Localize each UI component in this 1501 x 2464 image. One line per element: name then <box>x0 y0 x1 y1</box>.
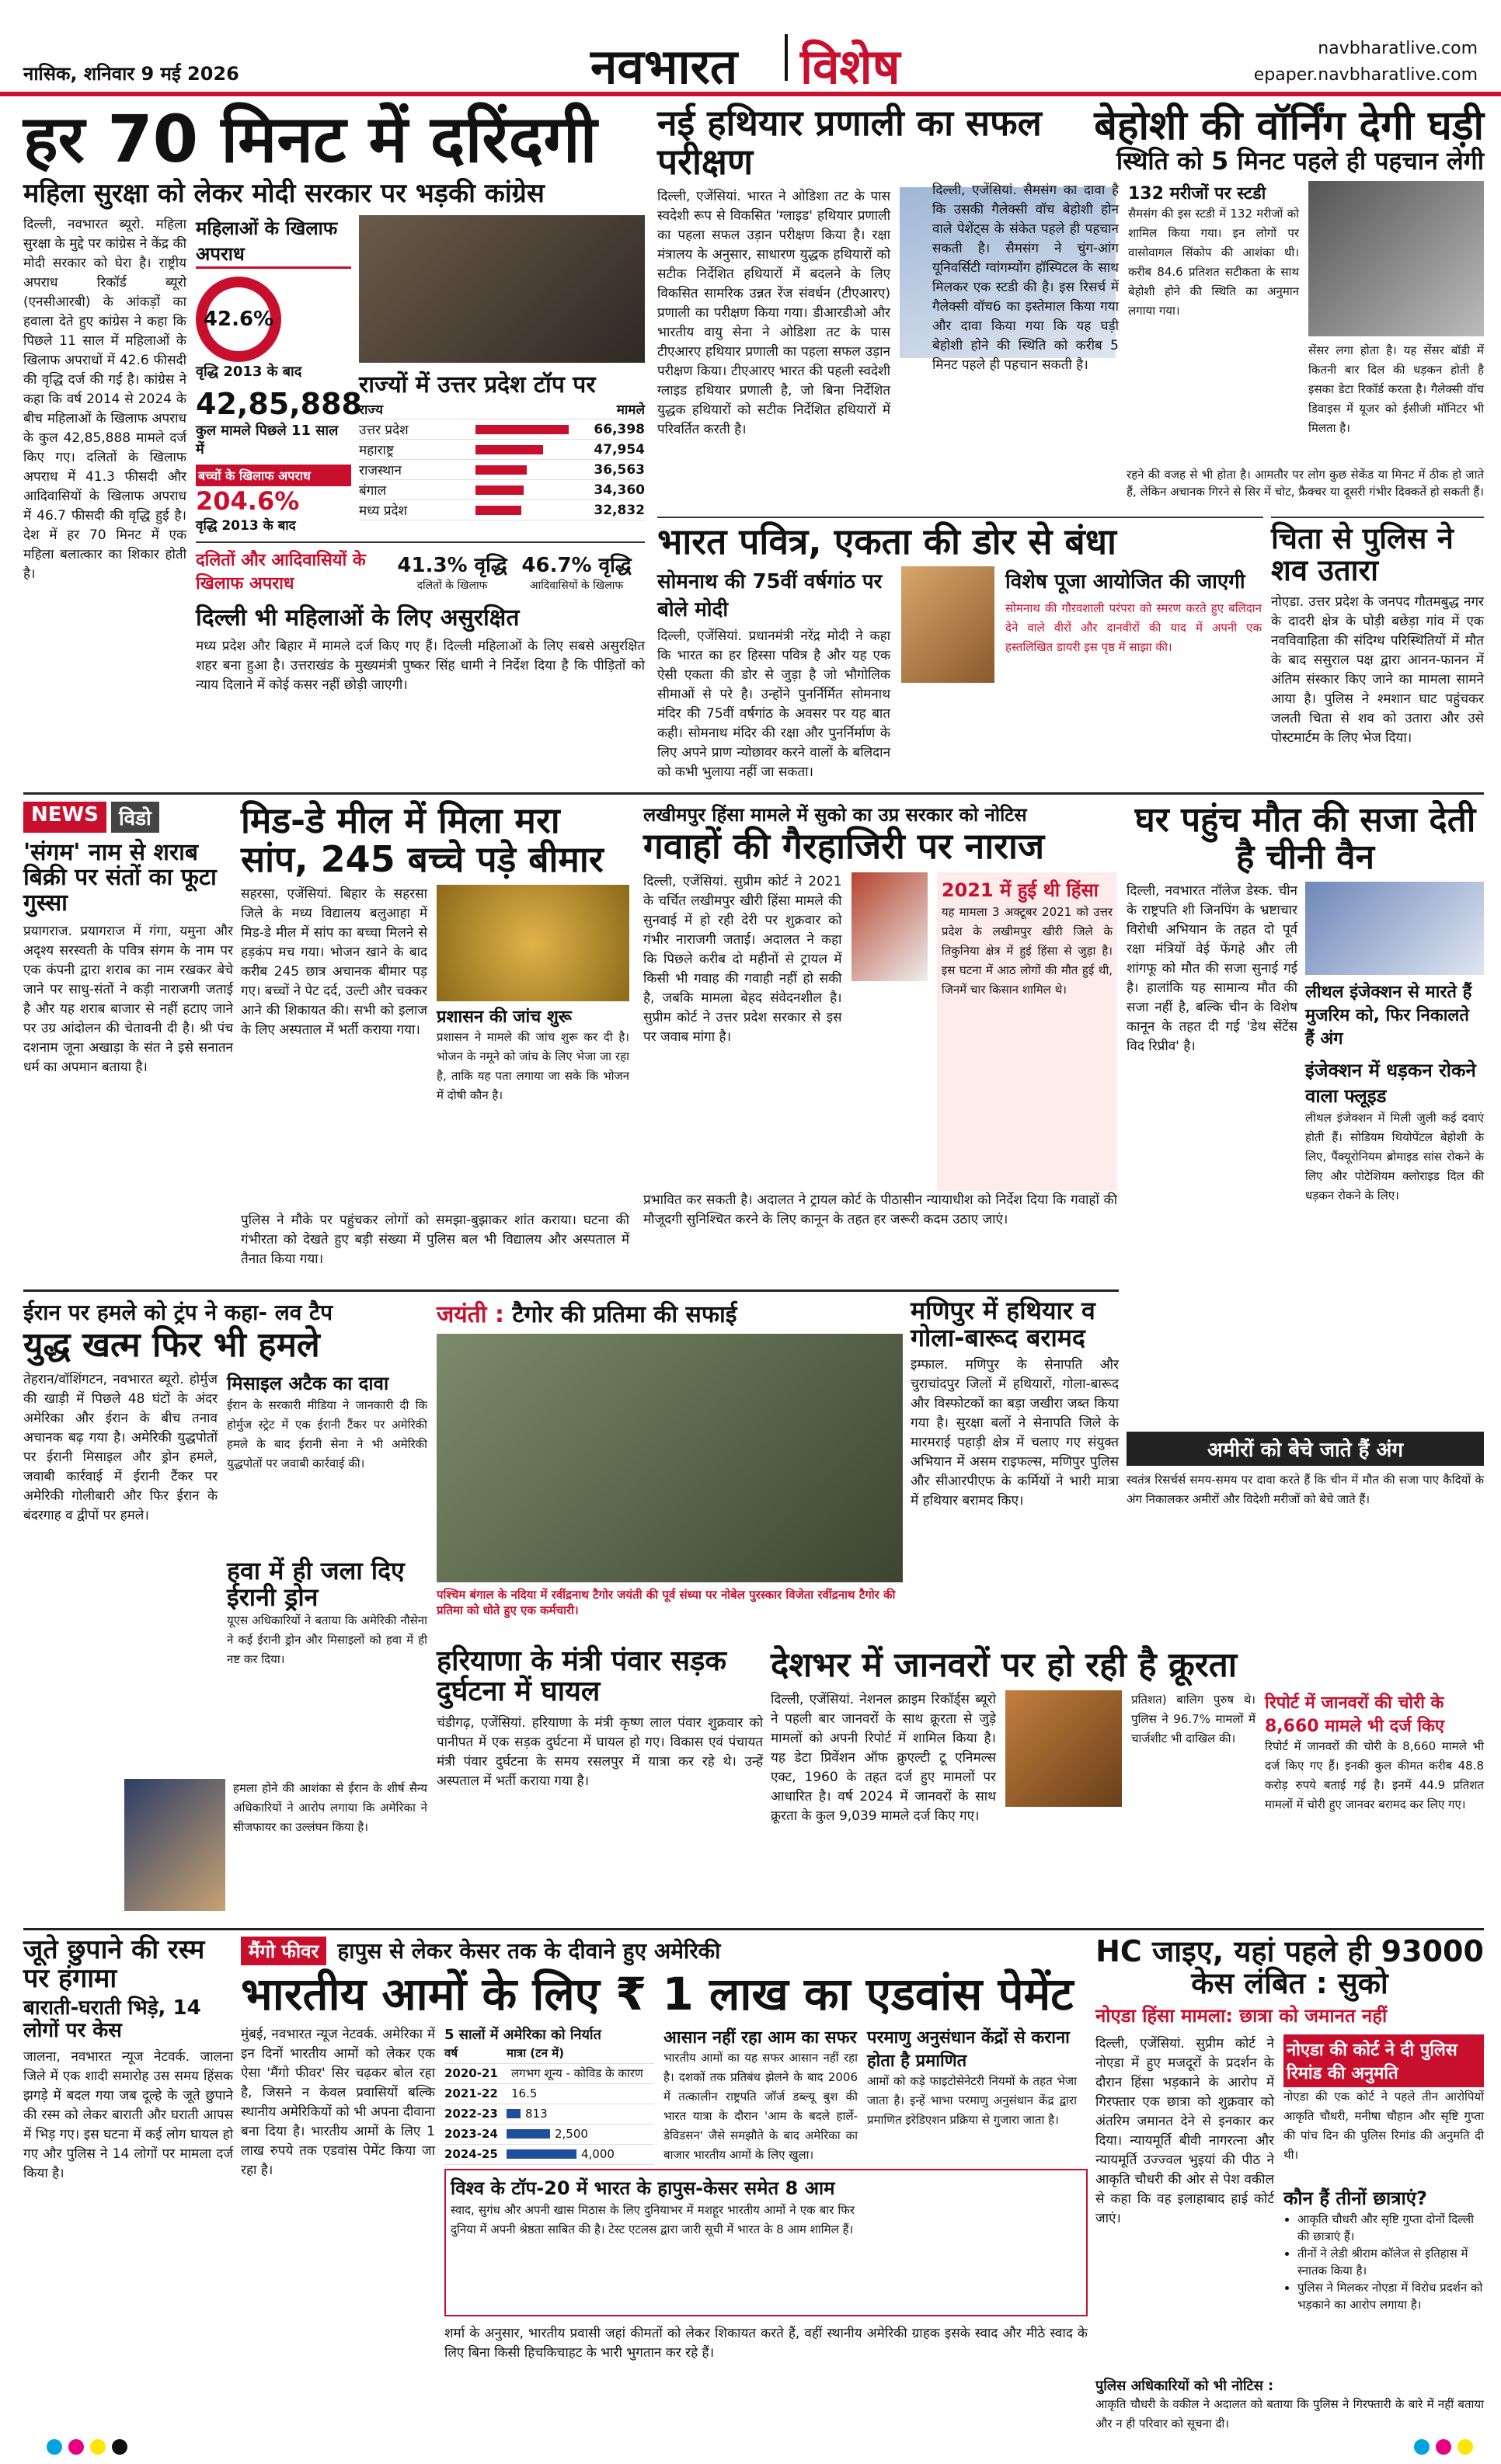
lakhimpur-body: दिल्ली, एजेंसियां. सुप्रीम कोर्ट ने 2021 के चर्चित लखीमपुर खीरी हिंसा मामले की सुनवाई में हो रही देरी पर शुक्रवार को गंभीर नाराजगी जताई। अदालत ने कहा कि पिछले करीब दो महीनों से ट्रायल में किसी भी गवाह की गवाही नहीं हो सकी है, जबकि मामला बेहद संवेदनशील है। सुप्रीम कोर्ट ने उत्तर प्रदेश सरकार से इस पर जवाब मांगा है। <box>643 873 842 1045</box>
export-row <box>444 2145 654 2165</box>
watch-subhead: स्थिति को 5 मिनट पहले ही पहचान लेगी <box>1116 146 1484 176</box>
state-name: बंगाल <box>359 483 387 499</box>
state-row <box>359 460 645 480</box>
sangam-headline: 'संगम' नाम से शराब बिक्री पर संतों का फूटा गुस्सा <box>23 839 217 917</box>
midday-photo-body: प्रशासन ने मामले की जांच शुरू कर दी है। भोजन के नमूने को जांच के लिए भेजा जा रहा है, ताकि यह पता लगाया जा सके कि भोजन में दोषी कौन है। <box>437 1030 629 1103</box>
mango-story <box>241 1936 1088 2433</box>
state-row <box>359 480 645 500</box>
mango-headline: भारतीय आमों के लिए ₹ 1 लाख का एडवांस पेमेंट <box>241 1968 1074 2020</box>
state-value: 66,398 <box>594 421 645 437</box>
midday-tail: पुलिस ने मौके पर पहुंचकर लोगों को समझा-बुझाकर शांत कराया। घटना की गंभीरता को देखते हुए बड़ी संख्या में पुलिस बल भी विद्यालय और अस्पताल में तैनात किया गया। <box>241 1213 629 1268</box>
export-row <box>444 2084 654 2104</box>
chinavan-story <box>1127 802 1484 1695</box>
notice-title: पुलिस अधिकारियों को भी नोटिस : <box>1095 2378 1274 2395</box>
notice-body: आकृति चौधरी के वकील ने अदालत को बताया कि पुलिस ने गिरफ्तारी के बारे में नहीं बताया और न ही परिवार को सूचना दी। <box>1095 2397 1484 2431</box>
trump-photo <box>124 1779 225 1911</box>
state-bar <box>475 506 521 515</box>
total-cases: 42,85,888 <box>196 387 362 422</box>
registration-marks-right <box>1414 2439 1473 2455</box>
chinavan-body: दिल्ली, नवभारत नॉलेज डेस्क. चीन के राष्ट्रपति शी जिनपिंग के भ्रष्टाचार विरोधी अभियान के तहत दो पूर्व रक्षा मंत्रियों वेई फेंगहे और ली शांगफू को मौत की सजा सुनाई गई है। हालांकि यह सामान्य मौत की सजा नहीं है, बल्कि चीन के विशेष कानून के तहत दी गई 'डेथ सेंटेंस विद रिप्रीव' है। <box>1127 883 1297 1055</box>
midday-photo <box>437 885 629 1001</box>
lakhimpur-box-title: 2021 में हुई थी हिंसा <box>941 879 1099 901</box>
tagore-caption: पश्चिम बंगाल के नदिया में रवींद्रनाथ टैगोर जयंती की पूर्व संध्या पर नोबेल पुरस्कार विजेता रवींद्रनाथ टैगोर की प्रतिमा को धोते हुए एक कर्मचारी। <box>437 1588 896 1617</box>
study-body: सैमसंग की इस स्टडी में 132 मरीजों को शामिल किया गया। इन लोगों पर वासोवागल सिंकोप की आशंका थी। करीब 84.6 प्रतिशत सटीकता के साथ बेहोशी होने की स्थिति का अनुमान लगाया गया। <box>1128 206 1299 318</box>
shoe-headline: जूते छुपाने की रस्म पर हंगामा <box>23 1934 205 1994</box>
somnath-caption: सोमनाथ की गौरवशाली परंपरा को स्मरण करते हुए बलिदान देने वाले वीरों और दानवीरों की याद में अपनी एक हस्तलिखित डायरी इस पृष्ठ में साझा की। <box>1005 600 1262 654</box>
lead-headline: हर 70 मिनट में दरिंदगी <box>23 101 597 177</box>
lead-body: दिल्ली, नवभारत ब्यूरो. महिला सुरक्षा के मुद्दे पर कांग्रेस ने केंद्र की मोदी सरकार को घेरा है। राष्ट्रीय अपराध रिकॉर्ड ब्यूरो (एनसीआरबी) के आंकड़ों का हवाला देते हुए कांग्रेस ने कहा कि पिछले 11 साल में महिलाओं के खिलाफ अपराधों में 42.6 फीसदी की वृद्धि दर्ज की गई है। कांग्रेस ने कहा कि वर्ष 2014 से 2024 के बीच महिलाओं के खिलाफ अपराध के कुल 42,85,888 मामले दर्ज किए गए। दलितों के खिलाफ अपराध में 41.3 फीसदी और आदिवासियों के खिलाफ अपराध में 46.7 फीसदी की वृद्धि हुई है। देश में हर 70 मिनट में एक महिला बलात्कार का शिकार होती है। <box>23 217 186 583</box>
somnath-subhead-right: विशेष पूजा आयोजित की जाएगी <box>1005 569 1245 593</box>
somnath-body: दिल्ली, एजेंसियां. प्रधानमंत्री नरेंद्र मोदी ने कहा कि भारत का हर हिस्सा पवित्र है और यह एक ऐसी एकता की डोर से जुड़ा है जो भौगोलिक सीमाओं से परे है। उन्होंने पुनर्निर्मित सोमनाथ मंदिर की 75वीं वर्षगांठ के अवसर पर यह बात कही। सोमनाथ मंदिर की रक्षा और पुनर्निर्माण के लिए अपने प्राण न्योछावर करने वालों के बलिदान को कभी भुलाया नहीं जा सकता। <box>657 628 890 780</box>
noida-question-list <box>1283 2211 1484 2313</box>
registration-marks <box>47 2439 127 2455</box>
lakhimpur-tail: प्रभावित कर सकती है। अदालत ने ट्रायल कोर्ट के पीठासीन न्यायाधीश को निर्देश दिया कि गवाहों की मौजूदगी सुनिश्चित करने के लिए कानून के तहत हर जरूरी कदम उठाए जाएं। <box>643 1192 1117 1227</box>
noida-headline: HC जाइए, यहां पहले ही 93000 केस लंबित : सुको <box>1095 1934 1484 2001</box>
animals-box-body: रिपोर्ट में जानवरों की चोरी के 8,660 मामले भी दर्ज किए गए हैं। इनकी कुल कीमत करीब 48.8 करोड़ रुपये बताई गई है। इनमें 44.9 प्रतिशत मामलों में चोरी हुए जानवर बरामद कर लिए गए। <box>1265 1738 1484 1811</box>
iran-headline: युद्ध खत्म फिर भी हमले <box>23 1325 320 1365</box>
export-year: 2024-25 <box>444 2147 498 2162</box>
export-value: 813 <box>525 2107 548 2121</box>
export-year: 2023-24 <box>444 2127 498 2142</box>
missile-title: मिसाइल अटैक का दावा <box>227 1372 389 1394</box>
export-value: 2,500 <box>555 2127 588 2142</box>
epaper-link[interactable]: epaper.navbharatlive.com <box>1253 65 1478 85</box>
watch-headline: बेहोशी की वॉर्निंग देगी घड़ी <box>1094 103 1484 149</box>
chita-story <box>1271 517 1484 796</box>
edition-dateline: नासिक, शनिवार 9 मई 2026 <box>23 63 239 85</box>
section-title: विशेष <box>800 38 900 95</box>
sangam-body: प्रयागराज. प्रयागराज में गंगा, यमुना और अदृश्य सरस्वती के पवित्र संगम के नाम पर एक कंपनी द्वारा शराब का नाम रखकर बेचे जाने पर साधु-संतों ने कड़ी नाराजगी जताई है और यह शराब बाजार से नहीं हटाए जाने पर उग्र आंदोलन की चेतावनी दी है। श्री पंच दशनाम जूना अखाड़ा के संत ने इसे सनातन धर्म का अपमान बताया है। <box>23 924 233 1076</box>
total-cases-label: कुल मामले पिछले 11 साल में <box>196 423 339 458</box>
masthead-divider <box>785 34 788 81</box>
adivasi-label: आदिवासियों के खिलाफ <box>529 579 624 592</box>
export-bar <box>507 2129 550 2139</box>
chinavan-box3-body: स्वतंत्र रिसर्चर्स समय-समय पर दावा करते हैं कि चीन में मौत की सजा पाए कैदियों के अंग निकालकर अमीरों और विदेशी मरीजों को बेचे जाते हैं। <box>1127 1473 1484 1507</box>
somnath-headline: भारत पवित्र, एकता की डोर से बंधा <box>657 520 1116 562</box>
state-name: उत्तर प्रदेश <box>359 423 409 439</box>
state-row <box>359 440 645 460</box>
animals-story <box>771 1647 1484 1926</box>
animals-headline: देशभर में जानवरों पर हो रही है क्रूरता <box>771 1645 1238 1685</box>
export-year: 2022-23 <box>444 2107 498 2121</box>
animals-body: दिल्ली, एजेंसियां. नेशनल क्राइम रिकॉर्ड्स ब्यूरो ने पहली बार जानवरों के साथ क्रूरता से जुड़े मामलों को अपनी रिपोर्ट में शामिल किया है। यह डेटा प्रिवेंशन ऑफ क्रुएल्टी टू एनिमल्स एक्ट, 1960 के तहत दर्ज हुए मामलों पर आधारित है। वर्ष 2024 में जानवरों के साथ क्रूरता के कुल 9,039 मामले दर्ज किए गए। <box>771 1691 996 1824</box>
somnath-story <box>657 517 1263 796</box>
website-links <box>1254 36 1478 89</box>
drone-title: हवा में ही जला दिए ईरानी ड्रोन <box>227 1555 405 1613</box>
noida-question-title: कौन हैं तीनों छात्राएं? <box>1283 2187 1427 2210</box>
chinavan-headline: घर पहुंच मौत की सजा देती है चीनी वैन <box>1134 800 1476 877</box>
manipur-body: इम्फाल. मणिपुर के सेनापति और चुराचांदपुर जिलों में हथियारों, गोला-बारूद और विस्फोटकों का बड़ा जखीरा जब्त किया गया है। सुरक्षा बलों ने सेनापति जिले के मारमराई पहाड़ी क्षेत्र में चलाए गए संयुक्त अभियान में असम राइफल्स, मणिपुर पुलिस और सीआरपीएफ के कर्मियों ने भारी मात्रा में हथियार बरामद किए। <box>911 1357 1119 1509</box>
states-title: राज्यों में उत्तर प्रदेश टॉप पर <box>359 371 596 399</box>
state-bar <box>475 465 527 475</box>
state-name: महाराष्ट्र <box>359 443 394 459</box>
state-value: 32,832 <box>594 502 645 518</box>
delhi-body: मध्य प्रदेश और बिहार में मामले दर्ज किए गए हैं। दिल्ली महिलाओं के लिए सबसे असुरक्षित शहर बना हुआ है। उत्तराखंड के मुख्यमंत्री पुष्कर सिंह धामी ने निर्देश दिया है कि पीड़ितों को न्याय दिलाने में कोई कसर नहीं छोड़ी जाएगी। <box>196 639 645 694</box>
watch-tail: रहने की वजह से भी होता है। आमतौर पर लोग कुछ सेकेंड या मिनट में ठीक हो जाते हैं, लेकिन अचानक गिरने से सिर में चोट, फ्रैक्चर या दूसरी गंभीर दिक्कतें हो सकती हैं। <box>1127 468 1484 499</box>
news-tag-secondary: विडो <box>111 802 159 833</box>
export-row <box>444 2125 654 2145</box>
top20-box <box>444 2169 1088 2316</box>
missile-body: ईरान के सरकारी मीडिया ने जानकारी दी कि होर्मुज स्ट्रेट में एक ईरानी टैंकर पर अमेरिकी हमले के बाद ईरानी सेना ने भी अमेरिकी युद्धपोतों पर जवाबी कार्रवाई की। <box>227 1397 427 1470</box>
percent-label: वृद्धि 2013 के बाद <box>196 364 302 381</box>
cert-title: परमाणु अनुसंधान केंद्रों से कराना होता है प्रमाणित <box>867 2027 1070 2071</box>
supreme-court-photo <box>851 872 928 981</box>
news-tag: NEWS <box>23 802 106 833</box>
tagore-story <box>437 1297 903 1639</box>
export-table-head: वर्ष मात्रा (टन में) <box>444 2044 654 2064</box>
top20-body: स्वाद, सुगंध और अपनी खास मिठास के लिए दुनियाभर में मशहूर भारतीय आमों ने एक बार फिर दुनिया में अपनी श्रेष्ठता साबित की है। टेस्ट एटलस द्वारा जारी सूची में भारत के 8 आम शामिल हैं। <box>451 2203 855 2236</box>
mango-tail: शर्मा के अनुसार, भारतीय प्रवासी जहां कीमतों को लेकर शिकायत करते हैं, वहीं स्थानीय अमेरिकी ग्राहक इसके स्वाद और मीठे स्वाद के लिए बिना किसी हिचकिचाहट के भारी भुगतान कर रहे हैं। <box>444 2326 1088 2361</box>
state-bar <box>475 425 569 434</box>
mango-kicker: हापुस से लेकर केसर तक के दीवाने हुए अमेरिकी <box>337 1938 721 1964</box>
midday-headline: मिड-डे मील में मिला मरा सांप, 245 बच्चे पड़े बीमार <box>241 799 604 880</box>
state-value: 36,563 <box>594 461 645 478</box>
animals-photo <box>1005 1690 1122 1807</box>
women-crime-stats <box>196 215 362 534</box>
export-row <box>444 2104 654 2125</box>
dalit-adivasi-stats <box>196 541 645 594</box>
export-year: 2020-21 <box>444 2066 498 2081</box>
watch-body: दिल्ली, एजेंसियां. सैमसंग का दावा है कि उसकी गैलेक्सी वॉच बेहोशी होन वाले पेशेंट्स के संकेत पहले ही पहचान सकती है। सैमसंग ने चुंग-आंग यूनिवर्सिटी ग्वांगम्योंग हॉस्पिटल के साथ मिलकर एक स्टडी की है। इस रिसर्च में गैलेक्सी वॉच6 का इस्तेमाल किया गया और दावा किया गया कि यह घड़ी बेहोशी होने की स्थिति को करीब 5 मिनट पहले ही पहचान सकती है। <box>932 182 1119 373</box>
tagore-headline: टैगोर की प्रतिमा की सफाई <box>512 1301 737 1328</box>
state-value: 34,360 <box>594 482 645 498</box>
study-title: 132 मरीजों पर स्टडी <box>1128 183 1266 204</box>
delhi-title: दिल्ली भी महिलाओं के लिए असुरक्षित <box>196 604 520 632</box>
state-bar <box>475 485 524 495</box>
somnath-subhead-left: सोमनाथ की 75वीं वर्षगांठ पर बोले मोदी <box>657 569 883 621</box>
state-row <box>359 500 645 520</box>
weapon-headline: नई हथियार प्रणाली का सफल परीक्षण <box>657 102 1042 183</box>
export-value: 16.5 <box>511 2086 538 2101</box>
cert-body: आमों को कड़े फाइटोसेनेटरी नियमों के तहत भेजा जाता है। इन्हें भाभा परमाणु अनुसंधान केंद्र द्वारा प्रमाणित इरेडिएशन प्रक्रिया से गुजारा जाता है। <box>867 2073 1077 2127</box>
dalit-title: दलितों और आदिवासियों के खिलाफ अपराध <box>196 551 366 594</box>
manipur-story <box>911 1297 1119 1639</box>
tagore-kicker: जयंती : <box>437 1301 504 1328</box>
row-divider-3 <box>23 1928 1484 1930</box>
shoe-subhead: बाराती-घराती भिड़े, 14 लोगों पर केस <box>23 1996 201 2042</box>
noida-side-title: नोएडा की कोर्ट ने दी पुलिस रिमांड की अनुमति <box>1283 2034 1484 2087</box>
watch-photo <box>1308 181 1484 336</box>
export-bar <box>507 2109 521 2118</box>
noida-story <box>1095 1936 1484 2433</box>
dalit-label: दलितों के खिलाफ <box>416 579 488 592</box>
brand-logo: नवभारत <box>590 38 738 95</box>
top20-title: विश्व के टॉप-20 में भारत के हापुस-केसर समेत 8 आम <box>451 2177 835 2199</box>
drone-body: यूएस अधिकारियों ने बताया कि अमेरिकी नौसेना ने कई ईरानी ड्रोन और मिसाइलों को हवा में ही नष्ट कर दिया। <box>227 1613 427 1666</box>
row-divider <box>23 792 1484 795</box>
iran-story <box>23 1297 427 1919</box>
stats-title: महिलाओं के खिलाफ अपराध <box>196 215 351 269</box>
list-item: • आकृति चौधरी और सृष्टि गुप्ता दोनों दिल्ली की छात्राएं हैं। <box>1297 2211 1484 2245</box>
kids-percent: 204.6% <box>196 486 300 517</box>
lead-story <box>23 101 645 788</box>
adivasi-percent: 46.7% वृद्धि <box>521 553 632 577</box>
manipur-headline: मणिपुर में हथियार व गोला-बारूद बरामद <box>911 1296 1095 1352</box>
shoe-story <box>23 1936 233 2402</box>
iran-body: तेहरान/वॉशिंगटन, नवभारत ब्यूरो. होर्मुज की खाड़ी में पिछले 48 घंटों के अंदर अमेरिका और ईरान के बीच तनाव अचानक बढ़ गया है। अमेरिकी युद्धपोतों पर ईरानी मिसाइल और ड्रोन हमले, जवाबी कार्रवाई में ईरानी टैंकर पर अमेरिकी गोलीबारी और फिर ईरान के बंदरगाह व द्वीपों पर हमले। <box>23 1371 218 1523</box>
sangam-story <box>23 802 233 1283</box>
iran-kicker: ईरान पर हमले को ट्रंप ने कहा- लव टैप <box>23 1300 333 1325</box>
export-year: 2021-22 <box>444 2086 498 2101</box>
easy-title: आसान नहीं रहा आम का सफर <box>663 2027 857 2048</box>
percent-ring: 42.6% <box>196 277 281 362</box>
lakhimpur-headline: गवाहों की गैरहाजिरी पर नाराज <box>643 825 1045 867</box>
modi-photo <box>901 566 994 683</box>
lead-subhead: महिला सुरक्षा को लेकर मोदी सरकार पर भड़की कांग्रेस <box>23 177 545 209</box>
kids-label: बच्चों के खिलाफ अपराध <box>196 465 351 486</box>
easy-body: भारतीय आमों का यह सफर आसान नहीं रहा है। दशकों तक प्रतिबंध झेलने के बाद 2006 में तत्कालीन राष्ट्रपति जॉर्ज डब्ल्यू बुश की भारत यात्रा के दौरान 'आम के बदले हार्ले-डेविडसन' जैसे समझौते के बाद अमेरिका का बाजार भारतीय आमों के लिए खुला। <box>663 2050 858 2162</box>
noida-subhead: नोएडा हिंसा मामला: छात्रा को जमानत नहीं <box>1095 2005 1388 2027</box>
lead-photo <box>359 215 645 363</box>
export-table-title: 5 सालों में अमेरिका को निर्यात <box>444 2026 601 2043</box>
chinavan-box1: लीथल इंजेक्शन से मारते हैं मुजरिम को, फिर निकालते हैं अंग <box>1305 983 1472 1049</box>
list-item: • पुलिस ने मिलकर नोएडा में विरोध प्रदर्शन को भड़काने का आरोप लगाया है। <box>1297 2279 1484 2313</box>
dalit-percent: 41.3% वृद्धि <box>397 553 507 577</box>
animals-box-title: रिपोर्ट में जानवरों की चोरी के 8,660 मामले भी दर्ज किए <box>1265 1693 1445 1736</box>
state-bar <box>475 445 543 454</box>
van-photo <box>1305 882 1484 975</box>
lakhimpur-kicker: लखीमपुर हिंसा मामले में सुको का उप्र सरकार को नोटिस <box>643 804 1027 826</box>
masthead <box>0 0 1501 96</box>
chita-headline: चिता से पुलिस ने शव उतारा <box>1271 521 1454 588</box>
chinavan-box2: इंजेक्शन में धड़कन रोकने वाला फ्लूइड <box>1305 1060 1476 1108</box>
state-value: 47,954 <box>594 441 645 458</box>
chinavan-box3: अमीरों को बेचे जाते हैं अंग <box>1127 1432 1484 1466</box>
state-row <box>359 419 645 440</box>
lakhimpur-story <box>643 802 1117 1283</box>
state-name: राजस्थान <box>359 463 402 479</box>
mango-body: मुंबई, नवभारत न्यूज नेटवर्क. अमेरिका में इन दिनों भारतीय आमों को लेकर एक ऐसा 'मैंगो फीवर' सिर चढ़कर बोल रहा है, जिसने न केवल प्रवासियों बल्कि स्थानीय अमेरिकियों को भी अपना दीवाना बना दिया है। भारतीय आमों के लिए 1 लाख रुपये तक एडवांस पेमेंट किया जा रहा है। <box>241 2026 435 2178</box>
animals-tail: प्रतिशत) बालिग पुरुष थे। पुलिस ने 96.7% मामलों में चार्जशीट भी दाखिल की। <box>1131 1692 1255 1745</box>
lead-infographic <box>196 215 645 761</box>
export-value: 4,000 <box>581 2147 615 2162</box>
watch-story <box>932 104 1484 508</box>
pawar-story <box>437 1647 763 1926</box>
states-table-head: राज्य मामले <box>359 399 645 419</box>
state-name: मध्य प्रदेश <box>359 503 408 520</box>
export-value: लगभग शून्य - कोविड के कारण <box>511 2066 643 2081</box>
kids-percent-label: वृद्धि 2013 के बाद <box>196 518 296 534</box>
watch-side-body: सेंसर लगा होता है। यह सेंसर बॉडी में कितनी बार दिल की धड़कन होती है इसका डेटा रिकॉर्ड करता है। गैलेक्सी वॉच डिवाइस में यूजर को ईसीजी मॉनिटर भी मिलता है। <box>1308 343 1484 435</box>
website-link[interactable]: navbharatlive.com <box>1318 39 1478 58</box>
pawar-body: चंडीगढ़, एजेंसियां. हरियाणा के मंत्री कृष्ण लाल पंवार शुक्रवार को पानीपत में एक सड़क दुर्घटना में घायल हो गए। विकास एवं पंचायत मंत्री पंवार दुर्घटना के समय रसलपुर में यात्रा कर रहे थे। उन्हें अस्पताल में भर्ती कराया गया है। <box>437 1714 763 1789</box>
list-item: • तीनों ने लेडी श्रीराम कॉलेज से इतिहास में स्नातक किया है। <box>1297 2245 1484 2279</box>
noida-side-body: नोएडा की एक कोर्ट ने पहले तीन आरोपियों आकृति चौधरी, मनीषा चौहान और सृष्टि गुप्ता की पांच दिन की पुलिस रिमांड की अनुमति दी थी। <box>1283 2090 1484 2163</box>
export-bar <box>507 2149 576 2159</box>
row-divider-2 <box>23 1289 1119 1292</box>
shoe-body: जालना, नवभारत न्यूज नेटवर्क. जालना जिले में एक शादी समारोह उस समय हिंसक झगड़े में बदल गया जब दूल्हे के जूते छुपाने की रस्म को लेकर बाराती और घराती आपस में भिड़ गए। इस घटना में कई लोग घायल हो गए और पुलिस ने 14 लोगों पर मामला दर्ज किया है। <box>23 2048 233 2181</box>
noida-body: दिल्ली, एजेंसियां. सुप्रीम कोर्ट ने नोएडा में हुए मजदूरों के प्रदर्शन के दौरान हिंसा भड़काने के आरोप में गिरफ्तार एक छात्रा को शुक्रवार को अंतरिम जमानत देने से इनकार कर दिया। न्यायमूर्ति बीवी नागरत्ना और न्यायमूर्ति उज्ज्वल भुइयां की पीठ ने आकृति चौधरी की ओर से पेश वकील से कहा कि वह इलाहाबाद हाई कोर्ट जाएं। <box>1095 2036 1274 2227</box>
export-row <box>444 2064 654 2084</box>
export-bar-list <box>444 2064 654 2165</box>
chinavan-box2-body: लीथल इंजेक्शन में मिली जुली कई दवाएं होती हैं। सोडियम थियोपेंटल बेहोशी के लिए, पैंक्यूरोनियम ब्रोमाइड सांस रोकने के लिए और पोटेशियम क्लोराइड दिल की धड़कन रोकने के लिए। <box>1305 1111 1484 1203</box>
chita-body: नोएडा. उत्तर प्रदेश के जनपद गौतमबुद्ध नगर के दादरी क्षेत्र के घोड़ी बछेड़ा गांव में एक नवविवाहिता की संदिग्ध परिस्थितियों में मौत के बाद ससुराल पक्ष द्वारा आनन-फानन में अंतिम संस्कार किए जाने का मामला सामने आया है। पुलिस ने श्मशान घाट पहुंचकर जलती चिता से शव को उतारा और उसे पोस्टमार्टम के लिए भेज दिया। <box>1271 594 1484 747</box>
midday-photo-title: प्रशासन की जांच शुरू <box>437 1008 572 1028</box>
weapon-body: दिल्ली, एजेंसियां. भारत ने ओडिशा तट के पास स्वदेशी रूप से विकसित 'ग्लाइड' हथियार प्रणाली का पहला सफल उड़ान परीक्षण किया है। रक्षा मंत्रालय के अनुसार, साधारण युद्धक हथियारों को सटीक निर्देशित हथियारों में बदलने के लिए विकसित सामरिक उन्नत रेंज संवर्धन (टीएआरए) प्रणाली का परीक्षण किया गया। डीआरडीओ और भारतीय वायु सेना ने ओडिशा तट के पास टीएआरए हथियार प्रणाली का पहला सफल उड़ान परीक्षण किया। टीएआरए भारत की पहली स्वदेशी ग्लाइड हथियार प्रणाली है, जो बिना निर्देशित युद्धक हथियारों को सटीक निर्देशित हथियारों में परिवर्तित करती है। <box>657 189 890 438</box>
mango-tag: मैंगो फीवर <box>241 1937 326 1965</box>
lakhimpur-box-body: यह मामला 3 अक्टूबर 2021 को उत्तर प्रदेश के लखीमपुर खीरी जिले के तिकुनिया क्षेत्र में हुई हिंसा से जुड़ा है। इस घटना में आठ लोगों की मौत हुई थी, जिनमें चार किसान शामिल थे। <box>941 904 1113 997</box>
states-bar-list <box>359 419 645 520</box>
midday-story <box>241 799 629 1283</box>
tagore-photo <box>437 1334 903 1582</box>
pawar-headline: हरियाणा के मंत्री पंवार सड़क दुर्घटना में घायल <box>437 1645 726 1707</box>
iran-tail: हमला होने की आशंका से ईरान के शीर्ष सैन्य अधिकारियों ने आरोप लगाया कि अमेरिका ने सीजफायर का उल्लंघन किया है। <box>233 1781 427 1834</box>
midday-body: सहरसा, एजेंसियां. बिहार के सहरसा जिले के मध्य विद्यालय बलुआहा में मिड-डे मील में सांप का बच्चा मिलने से हड़कंप मच गया। भोजन खाने के बाद करीब 245 छात्र अचानक बीमार पड़ गए। बच्चों ने पेट दर्द, उल्टी और चक्कर आने की शिकायत की। सभी को इलाज के लिए अस्पताल में भर्ती कराया गया। <box>241 886 427 1039</box>
